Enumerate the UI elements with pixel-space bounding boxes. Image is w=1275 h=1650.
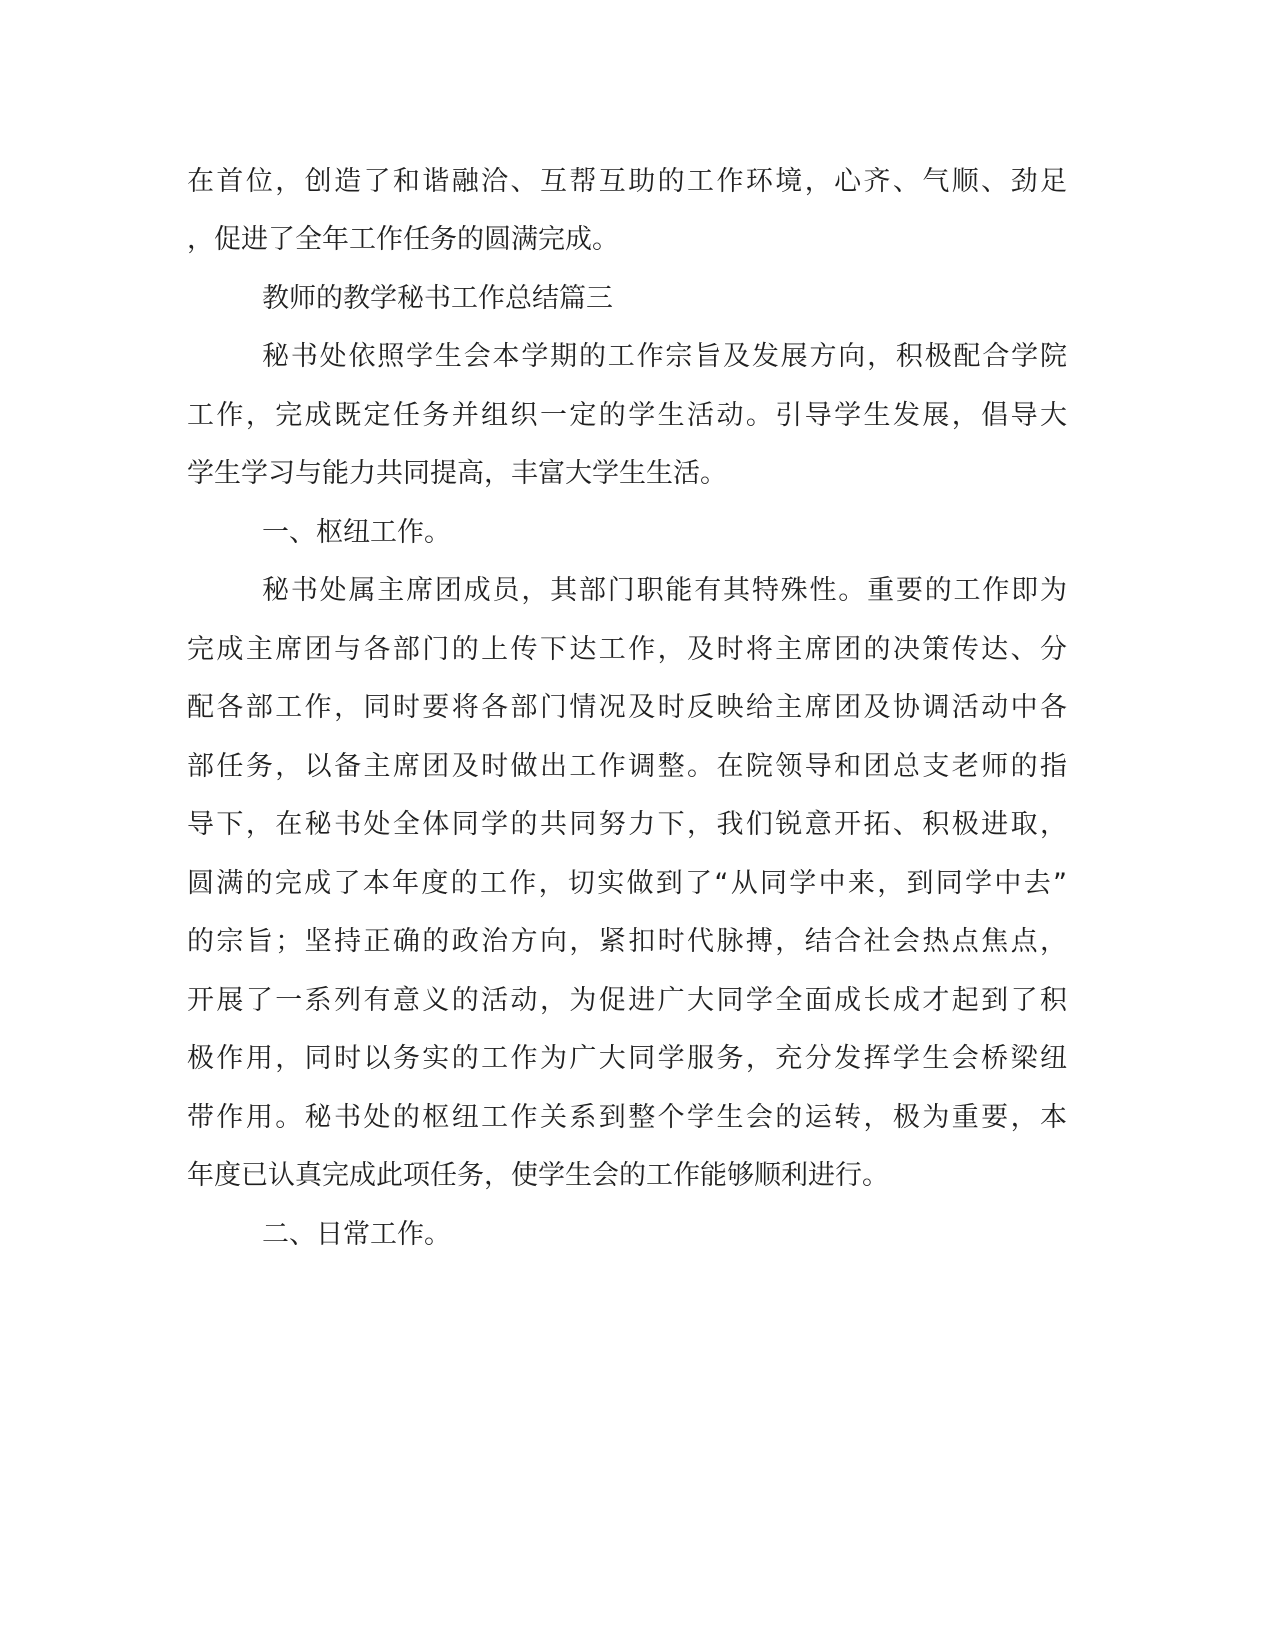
- text-line: 极作用，同时以务实的工作为广大同学服务，充分发挥学生会桥梁纽: [187, 1043, 1067, 1074]
- text-line: 在首位，创造了和谐融洽、互帮互助的工作环境，心齐、气顺、劲足: [187, 166, 1067, 197]
- text-line: 秘书处属主席团成员，其部门职能有其特殊性。重要的工作即为: [262, 575, 1067, 606]
- text-line: 开展了一系列有意义的活动，为促进广大同学全面成长成才起到了积: [187, 985, 1067, 1016]
- text-line: 学生学习与能力共同提高，丰富大学生生活。: [187, 458, 727, 489]
- text-line: 年度已认真完成此项任务，使学生会的工作能够顺利进行。: [187, 1160, 889, 1191]
- section-heading: 教师的教学秘书工作总结篇三: [262, 283, 613, 314]
- text-line: 圆满的完成了本年度的工作，切实做到了“从同学中来，到同学中去”: [187, 868, 1067, 899]
- text-line: 的宗旨；坚持正确的政治方向，紧扣时代脉搏，结合社会热点焦点，: [187, 926, 1067, 957]
- text-line: 完成主席团与各部门的上传下达工作，及时将主席团的决策传达、分: [187, 634, 1067, 665]
- text-line: 部任务，以备主席团及时做出工作调整。在院领导和团总支老师的指: [187, 751, 1067, 782]
- text-line: 导下，在秘书处全体同学的共同努力下，我们锐意开拓、积极进取，: [187, 809, 1067, 840]
- text-line: 配各部工作，同时要将各部门情况及时反映给主席团及协调活动中各: [187, 692, 1067, 723]
- text-line: ，促进了全年工作任务的圆满完成。: [187, 224, 619, 255]
- text-line: 秘书处依照学生会本学期的工作宗旨及发展方向，积极配合学院: [262, 341, 1067, 372]
- text-line: 工作，完成既定任务并组织一定的学生活动。引导学生发展，倡导大: [187, 400, 1067, 431]
- subsection-heading: 二、日常工作。: [262, 1219, 451, 1250]
- subsection-heading: 一、枢纽工作。: [262, 517, 451, 548]
- text-line: 带作用。秘书处的枢纽工作关系到整个学生会的运转，极为重要，本: [187, 1102, 1067, 1133]
